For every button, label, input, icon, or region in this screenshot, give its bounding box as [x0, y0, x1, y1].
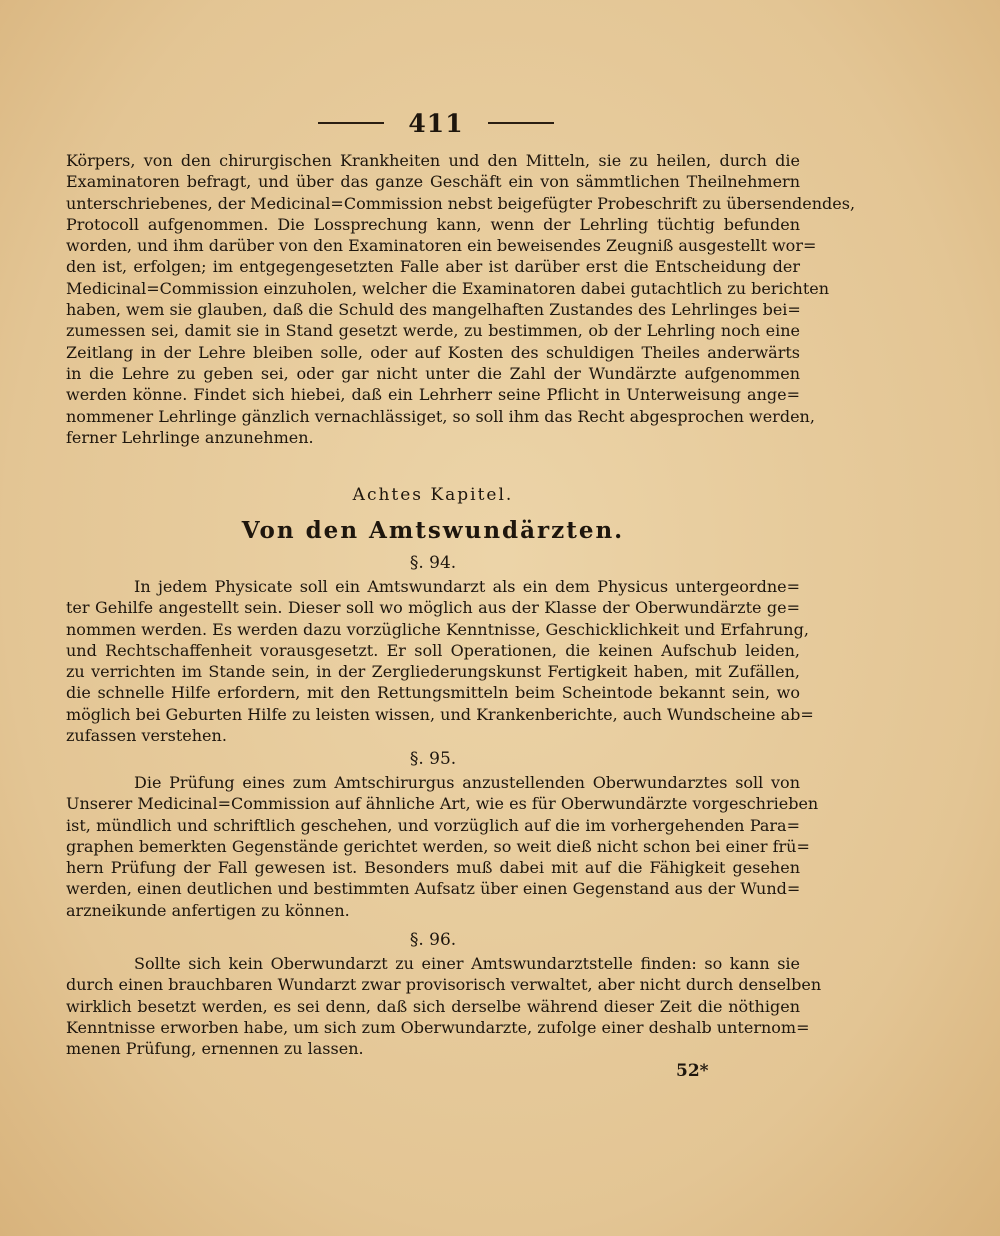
chapter-label: Achtes Kapitel. — [352, 485, 514, 505]
text-line: Medicinal=Commission einzuholen, welcher die Examinatoren dabei gutachtlich zu berichten — [66, 278, 830, 298]
chapter-title: Von den Amtswundärzten. — [241, 517, 625, 544]
text-line: nommener Lehrlinge gänzlich vernachlässiget, so soll ihm das Recht abgesprochen werden, — [66, 406, 815, 426]
section-95-heading: §. 95. — [409, 749, 457, 769]
text-line: Zeitlang in der Lehre bleiben solle, oder auf Kosten des schuldigen Theiles anderwärts — [66, 342, 800, 362]
header-rule-right — [488, 122, 554, 124]
header-rule-left — [318, 122, 384, 124]
text-line: Protocoll aufgenommen. Die Lossprechung kann, wenn der Lehrling tüchtig befunden — [66, 214, 800, 234]
text-line: nommen werden. Es werden dazu vorzügliche Kenntnisse, Geschicklichkeit und Erfahrung, — [66, 619, 809, 639]
text-line: graphen bemerkten Gegenstände gerichtet werden, so weit dieß nicht schon bei einer frü= — [66, 836, 810, 856]
text-line: möglich bei Geburten Hilfe zu leisten wissen, und Krankenberichte, auch Wundscheine ab= — [66, 704, 814, 724]
text-line: ferner Lehrlinge anzunehmen. — [66, 427, 314, 447]
text-line: Die Prüfung eines zum Amtschirurgus anzustellenden Oberwundarztes soll von — [134, 773, 800, 792]
text-line: Unserer Medicinal=Commission auf ähnliche Art, wie es für Oberwundärzte vorgeschrieben — [66, 794, 819, 814]
section-94-text — [66, 576, 814, 746]
text-line: unterschriebenes, der Medicinal=Commission nebst beigefügter Probeschrift zu übersendendes, — [66, 193, 856, 213]
signature-mark: 52* — [676, 1061, 709, 1081]
text-line: hern Prüfung der Fall gewesen ist. Besonders muß dabei mit auf die Fähigkeit gesehen — [66, 858, 800, 878]
section-96-heading: §. 96. — [409, 930, 457, 950]
section-94-heading: §. 94. — [409, 553, 457, 573]
text-line: haben, wem sie glauben, daß die Schuld des mangelhaften Zustandes des Lehrlinges bei= — [66, 300, 801, 320]
paragraph-continued — [66, 150, 856, 448]
text-line: die schnelle Hilfe erfordern, mit den Rettungsmitteln beim Scheintode bekannt sein, wo — [66, 683, 800, 703]
text-line: in die Lehre zu geben sei, oder gar nicht unter die Zahl der Wundärzte aufgenommen — [66, 363, 800, 383]
text-line: Körpers, von den chirurgischen Krankheiten und den Mitteln, sie zu heilen, durch die — [66, 151, 800, 170]
text-line: arzneikunde anfertigen zu können. — [66, 900, 350, 920]
text-line: den ist, erfolgen; im entgegengesetzten Falle aber ist darüber erst die Entscheidung der — [66, 257, 800, 277]
section-95-text — [66, 772, 819, 921]
text-line: werden, einen deutlichen und bestimmten Aufsatz über einen Gegenstand aus der Wund= — [66, 879, 801, 899]
text-line: werden könne. Findet sich hiebei, daß ein Lehrherr seine Pflicht in Unterweisung ange= — [66, 385, 800, 405]
text-line: zumessen sei, damit sie in Stand gesetzt werde, zu bestimmen, ob der Lehrling noch eine — [66, 321, 800, 341]
text-line: zufassen verstehen. — [66, 726, 227, 746]
page-number: 411 — [408, 108, 464, 138]
section-96-text — [66, 953, 822, 1059]
text-line: worden, und ihm darüber von den Examinatoren ein beweisendes Zeugniß ausgestellt wor= — [66, 236, 817, 256]
text-line: Kenntnisse erworben habe, um sich zum Oberwundarzte, zufolge einer deshalb unternom= — [66, 1017, 810, 1037]
text-line: Examinatoren befragt, und über das ganze Geschäft ein von sämmtlichen Theilnehmern — [66, 172, 800, 192]
text-line: zu verrichten im Stande sein, in der Zergliederungskunst Fertigkeit haben, mit Zufällen, — [66, 662, 800, 682]
text-line: wirklich besetzt werden, es sei denn, daß sich derselbe während dieser Zeit die nöthigen — [66, 996, 800, 1016]
text-line: In jedem Physicate soll ein Amtswundarzt als ein dem Physicus untergeordne= — [134, 577, 800, 596]
text-line: menen Prüfung, ernennen zu lassen. — [66, 1039, 364, 1059]
page-header — [318, 103, 554, 143]
text-line: ist, mündlich und schriftlich geschehen, und vorzüglich auf die im vorhergehenden Para= — [66, 815, 800, 835]
text-line: durch einen brauchbaren Wundarzt zwar provisorisch verwaltet, aber nicht durch denselben — [66, 975, 822, 995]
text-line: und Rechtschaffenheit vorausgesetzt. Er soll Operationen, die keinen Aufschub leiden, — [66, 640, 800, 660]
text-line: Sollte sich kein Oberwundarzt zu einer Amtswundarztstelle finden: so kann sie — [134, 954, 800, 973]
text-line: ter Gehilfe angestellt sein. Dieser soll wo möglich aus der Klasse der Oberwundärzte ge= — [66, 598, 800, 618]
